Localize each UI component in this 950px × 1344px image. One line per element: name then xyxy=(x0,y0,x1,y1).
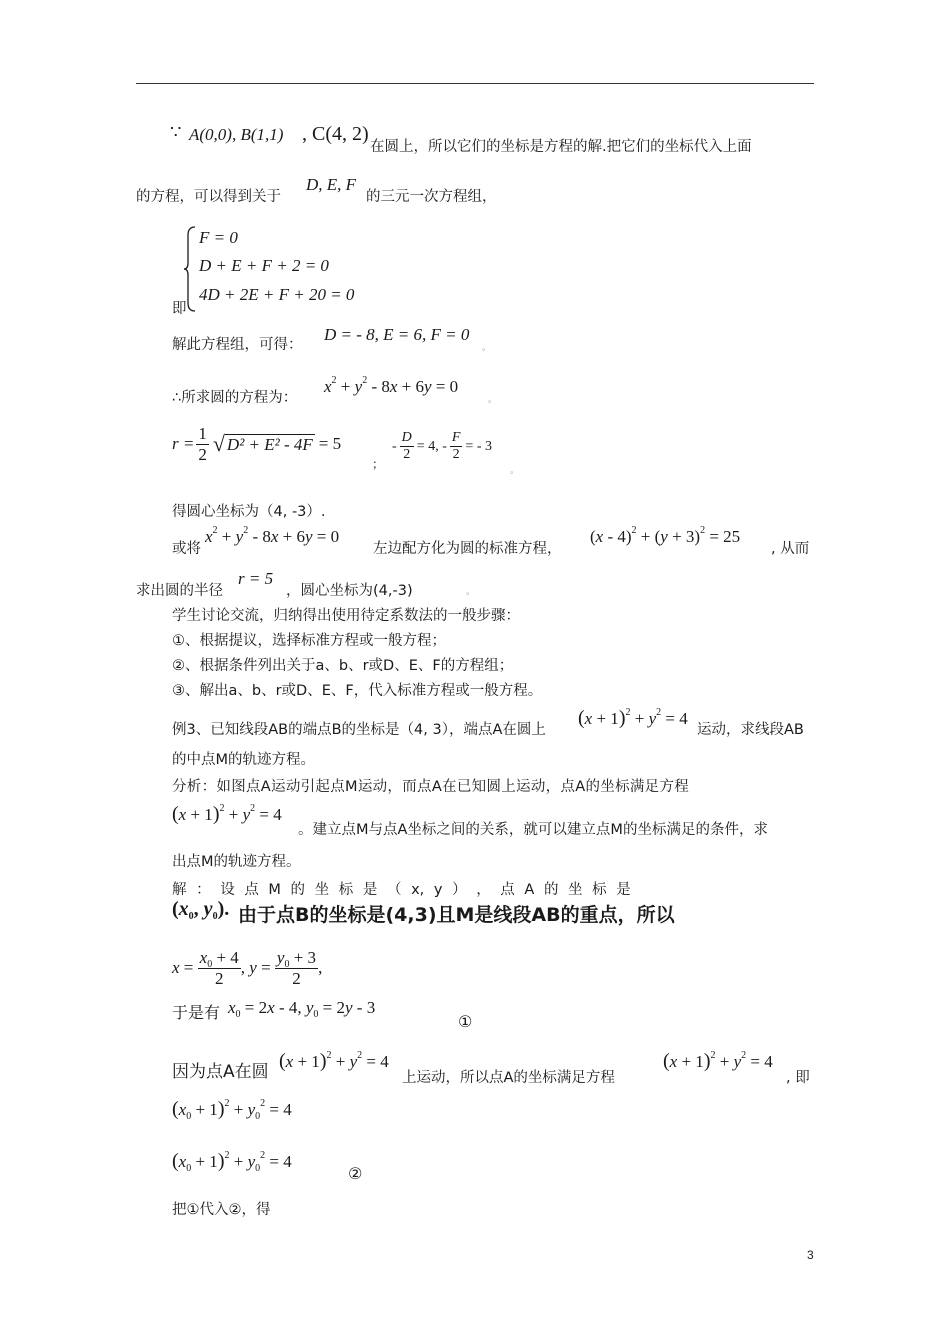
sol-a-coord: ($x_0$, $y_0$). xyxy=(172,898,230,922)
para1-text1: 在圆上，所以它们的坐标是方程的解.把它们的坐标代入上面 xyxy=(370,139,752,155)
radius-formula: r = $\frac{1}{2}$ √ D² + E² - 4F = 5 xyxy=(172,424,342,464)
radius-end: 。 xyxy=(510,466,520,476)
std-text5: ，圆心坐标为(4,-3) xyxy=(286,583,413,599)
sol-x0y0: $x_0 = 2x - 4$, $y_0 = 2y - 3$ xyxy=(228,998,376,1020)
sol-sub-eq2: $(x_0 + 1)^2 + y_0^2 = 4$ xyxy=(172,1150,292,1174)
circle-eq-formula: $x^2 + y^2 - 8x + 6y = 0$ xyxy=(324,375,459,396)
sol-line2: 由于点B的坐标是(4,3)且M是线段AB的重点，所以 xyxy=(238,904,675,926)
points-ab: A(0,0), B(1,1) xyxy=(189,125,284,144)
std-standard-eq: $(x - 4)^2 + (y + 3)^2 = 25$ xyxy=(590,525,741,546)
sol-circle-eq2: $(x + 1)^2 + y^2 = 4$ xyxy=(663,1050,773,1072)
std-text4: 求出圆的半径 xyxy=(136,583,223,599)
system-prefix: 即 xyxy=(172,301,187,317)
because-symbol: ∵ xyxy=(170,122,182,142)
system-eq2: D + E + F + 2 = 0 xyxy=(199,256,329,275)
radius-semicolon: ； xyxy=(372,457,385,471)
point-c: , C(4, 2) xyxy=(302,123,369,145)
steps-intro: 学生讨论交流，归纳得出使用待定系数法的一般步骤： xyxy=(172,608,520,624)
system-eq1: F = 0 xyxy=(199,228,238,247)
circle-eq-end: 。 xyxy=(488,395,498,405)
para1-text2b: 的三元一次方程组， xyxy=(366,189,497,205)
vars-def: D, E, F xyxy=(306,175,357,194)
sol-last: 把①代入②，得 xyxy=(172,1202,271,1218)
mark-2: ② xyxy=(348,1164,363,1183)
sol-midpoint-formula: x = $\frac{x_0 + 4}{2}$ , y = $\frac{y_0 + 3}{2}$ , xyxy=(172,948,323,988)
solve-end: 。 xyxy=(482,343,492,353)
header-rule xyxy=(136,83,814,84)
std-general-eq: $x^2 + y^2 - 8x + 6y = 0$ xyxy=(205,525,340,546)
mark-1: ① xyxy=(458,1012,473,1031)
sol-circle-eq1: $(x + 1)^2 + y^2 = 4$ xyxy=(279,1050,389,1072)
ex3-line2: 的中点M的轨迹方程。 xyxy=(172,752,316,768)
solve-result: D = - 8, E = 6, F = 0 xyxy=(324,325,470,344)
step-1: ①、根据提议，选择标准方程或一般方程； xyxy=(172,633,446,649)
ex3-circle-eq: $(x + 1)^2 + y^2 = 4$ xyxy=(578,707,688,729)
sol-line1: 解 ： 设 点 M 的 坐 标 是 （ x, y ） ， 点 A 的 坐 标 是 xyxy=(172,882,631,898)
system-eq3: 4D + 2E + F + 20 = 0 xyxy=(199,285,355,304)
solve-text: 解此方程组，可得： xyxy=(172,337,303,353)
ex3-line1b: 运动，求线段AB xyxy=(697,722,804,738)
sol-line5a: 因为点A在圆 xyxy=(172,1062,269,1082)
std-end: 。 xyxy=(466,587,476,597)
std-text1: 或将 xyxy=(172,541,201,557)
ex3-analysis1: 分析：如图点A运动引起点M运动，而点A在已知圆上运动，点A的坐标满足方程 xyxy=(172,779,690,795)
ex3-analysis-eq: $(x + 1)^2 + y^2 = 4$ xyxy=(172,803,282,825)
std-text3: , 从而 xyxy=(771,541,810,557)
circle-eq-text: ∴所求圆的方程为： xyxy=(172,390,298,406)
center-formula: - $\frac{D}{2}$ = 4, - $\frac{F}{2}$ = - 3 xyxy=(392,430,492,463)
sol-line4: 于是有 xyxy=(172,1003,221,1022)
ex3-line1a: 例3、已知线段AB的端点B的坐标是（4, 3），端点A在圆上 xyxy=(172,722,546,738)
ex3-analysis3: 出点M的轨迹方程。 xyxy=(172,854,301,870)
center-text: 得圆心坐标为（4, -3）. xyxy=(172,504,326,520)
ex3-analysis2: 。建立点M与点A坐标之间的关系，就可以建立点M的坐标满足的条件，求 xyxy=(298,822,768,838)
step-3: ③、解出a、b、r或D、E、F，代入标准方程或一般方程。 xyxy=(172,683,543,699)
std-radius: r = 5 xyxy=(238,569,274,588)
page-number: 3 xyxy=(807,1248,814,1262)
sol-line5c: , 即 xyxy=(786,1070,810,1086)
sol-line5b: 上运动，所以点A的坐标满足方程 xyxy=(402,1070,615,1086)
sol-sub-eq1: $(x_0 + 1)^2 + y_0^2 = 4$ xyxy=(172,1098,292,1122)
step-2: ②、根据条件列出关于a、b、r或D、E、F的方程组； xyxy=(172,658,514,674)
para1-text2a: 的方程，可以得到关于 xyxy=(136,189,281,205)
std-text2: 左边配方化为圆的标准方程， xyxy=(373,541,562,557)
